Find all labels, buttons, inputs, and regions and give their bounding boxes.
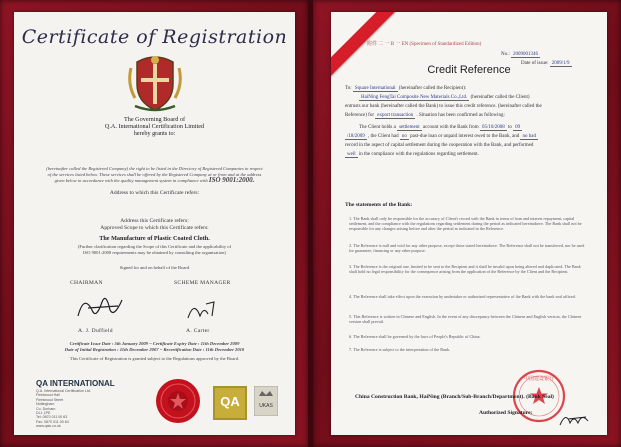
qa-address-line: Co. Durham: [36, 406, 56, 411]
chairman-signature: [74, 292, 132, 322]
client-name: HaiNing FengTai Composite New Materials Co.,Ltd.: [361, 95, 468, 100]
qa-address-line: Fleetwood Street: [36, 397, 64, 402]
regulations-note: This Certificate of Registration is granted subject to the Regulations approved by the Board.: [69, 356, 240, 361]
client-had: , the Client had: [368, 134, 399, 139]
reference-number: [501, 52, 540, 58]
registration-dates: Date of Initial Registration : 11th December 2007 ~ Recertification Date : 11th December 2010: [64, 347, 245, 352]
account-prefix: The Client holds a: [359, 125, 396, 130]
product-scope: The Manufacture of Plastic Coated Cloth.: [99, 235, 210, 242]
account-middle: account with the Bank from: [422, 125, 479, 130]
issue-date-label: Date of issue:: [521, 61, 549, 66]
address-refers: Address to which this Certificate refers:: [109, 190, 200, 196]
description-line-3-text: given below in accordance with the quality management system in compliance with: [54, 178, 208, 183]
account-type: settlement: [399, 125, 420, 130]
chairman-label: CHAIRMAN: [70, 280, 103, 286]
certificate-title: Certificate of Registration: [21, 26, 288, 48]
authorized-signature: [558, 409, 594, 429]
qa-address-line: Q.A. International Certification Ltd.: [36, 389, 91, 393]
statement-item: 6. The Reference shall be governed by the laws of People's Republic of China.: [349, 334, 481, 339]
description-line-1: (hereinafter called the Registered Company) the right to be listed in the Directory of Registered Companies in respect: [46, 166, 263, 171]
certificate-document: [14, 12, 295, 435]
issue-date-value: 2009/1/9: [551, 61, 570, 66]
qa-accreditation-mark: [213, 386, 247, 420]
iso-standard: ISO 9001:2000.: [208, 176, 255, 184]
qa-address-line: Tel: 0870 011 00 63: [36, 415, 68, 420]
issue-dates: Certificate Issue Date : 5th January 2009 ~ Certificate Expiry Date : 11th December 2009: [69, 341, 240, 346]
statement-item: 4. The Reference shall take effect upon the execution by undertaker or authorized representative of the Bank with the bank seal affixed.: [349, 294, 576, 299]
red-wax-seal-icon: [154, 377, 202, 425]
paragraph-2: [359, 125, 522, 131]
qa-address-line: DL1 1PE: [36, 411, 51, 416]
address-refers-2: Address this Certificate refers:: [120, 218, 189, 224]
to-word: to: [507, 125, 512, 130]
board-line-2: Q.A. International Certification Limited: [104, 123, 205, 130]
qa-address-line: www.qaic.co.uk: [36, 424, 61, 429]
clarification-line-1: (Further clarification regarding the Scope of this Certificate and the applicability of: [77, 244, 232, 249]
purpose-value: export transaction: [377, 113, 414, 118]
bank-line: China Construction Bank, HaiNing (Branch/Sub-Branch/Department). (Bank Seal): [355, 394, 554, 400]
board-line-1: The Governing Board of: [124, 116, 185, 123]
qa-international-logo: QA INTERNATIONAL: [36, 379, 115, 388]
qa-mark-label: QA: [220, 394, 240, 409]
statements-title: The statements of the Bank:: [345, 202, 413, 208]
to-label: To:: [345, 86, 352, 91]
paragraph-5: [345, 152, 479, 158]
qa-address-line: Nottingham: [36, 402, 55, 407]
recipient-line: [345, 86, 466, 92]
approved-scope: Approved Scope to which this Certificate refers:: [100, 225, 209, 231]
coat-of-arms-icon: [127, 54, 183, 114]
qa-address: [36, 389, 96, 429]
scheme-manager-signature: [184, 296, 224, 322]
paragraph-3: [345, 134, 538, 140]
clarification-line-2: ISO 9001:2000 requirements may be obtained by consulting the organisation): [83, 250, 226, 255]
to-date-rest: /18/2009: [347, 134, 365, 139]
qa-address-line: Fax: 0870 011 00 64: [36, 419, 69, 424]
reference-number-value: 2009001346: [513, 52, 538, 57]
client-line: [359, 95, 530, 101]
recipient-suffix: (hereinafter called the Recipient):: [398, 86, 467, 91]
recipient-name: Square International: [354, 86, 396, 91]
description-line-2: of the services listed below. These services shall be offered by the Registered Company at or from and at the address: [47, 172, 262, 177]
reference-number-label: No.:: [501, 52, 510, 57]
statement-item: 2. The Reference is null and void for any other purpose, except those stated hereinabove. The Reference shall not be transferred, nor be used for guarantee, financing or any other purpose.: [349, 243, 585, 254]
scheme-manager-label: SCHEME MANAGER: [174, 280, 231, 286]
signed-on-behalf: Signed for and on behalf of the Board: [119, 265, 190, 270]
paragraph-4: record in the aspect of capital settlement during the cooperation with the Bank, and performed: [345, 143, 534, 148]
statement-item: 7. The Reference is subject to the interpretation of the Bank.: [349, 347, 451, 352]
purpose-prefix: Reference) for: [345, 113, 375, 118]
statement-item: 5. This Reference is written in Chinese and English. In the event of any discrepancy between the Chinese and English version, the Chinese version shall prevail.: [349, 314, 582, 325]
ukas-mark: [254, 386, 278, 416]
statement-item: 1. The Bank shall only be responsible for the accuracy of Client's record with the Bank in terms of loan and interest repayment, capital settlement, and the compliance with the regulations regarding settlement during the period as indicated hereinabove. The Bank shall not be responsible for any changes arising before and after the period as indicated in the Reference.: [349, 216, 582, 232]
qa-address-line: Fleetwood Hall: [36, 393, 60, 398]
statement-item: 3. The Reference is the original one, limited to be sent to the Recipient and it shall be invalid upon being altered and duplicated. The Bank shall hold no legal responsibility for the consequence arising from the application of the Reference by the Client and the Recipient.: [349, 264, 581, 275]
chairman-name: A. J. Duffield: [78, 328, 113, 334]
ukas-crown-icon: [254, 386, 278, 416]
board-line-3: hereby grants to:: [133, 130, 176, 137]
performance-text: in the compliance with the regulations regarding settlement.: [358, 152, 479, 157]
to-date: 09: [515, 125, 521, 130]
credit-reference-document: [331, 12, 607, 435]
purpose-suffix: . Situation has been confirmed as following:: [416, 113, 505, 118]
description-line-3: [14, 178, 295, 184]
bad-record-value: no bad: [522, 134, 536, 139]
from-date: 05/10/2008: [481, 125, 505, 130]
client-suffix: (hereinafter called the Client): [470, 95, 530, 100]
past-due-value: no: [401, 134, 407, 139]
paragraph-1-line-3: [345, 113, 505, 119]
bank-seal-text: 中国建设银行: [523, 376, 554, 382]
scheme-manager-name: A. Carter: [186, 328, 210, 334]
reference-title: Credit Reference: [427, 64, 511, 76]
ukas-label: UKAS: [259, 403, 273, 409]
specimen-header: 附件 二 一 B 一 EN (Specimen of Standardized Edition): [367, 42, 482, 47]
performance-value: well: [347, 152, 356, 157]
authorized-signature-label: Authorized Signature:: [479, 410, 533, 416]
past-due-text: past-due loan or unpaid interest owed to the Bank, and: [410, 134, 520, 139]
paragraph-1-line-2: entrusts our bank (hereinafter called the Bank) to issue this credit reference. (hereinafter called the: [345, 104, 542, 109]
